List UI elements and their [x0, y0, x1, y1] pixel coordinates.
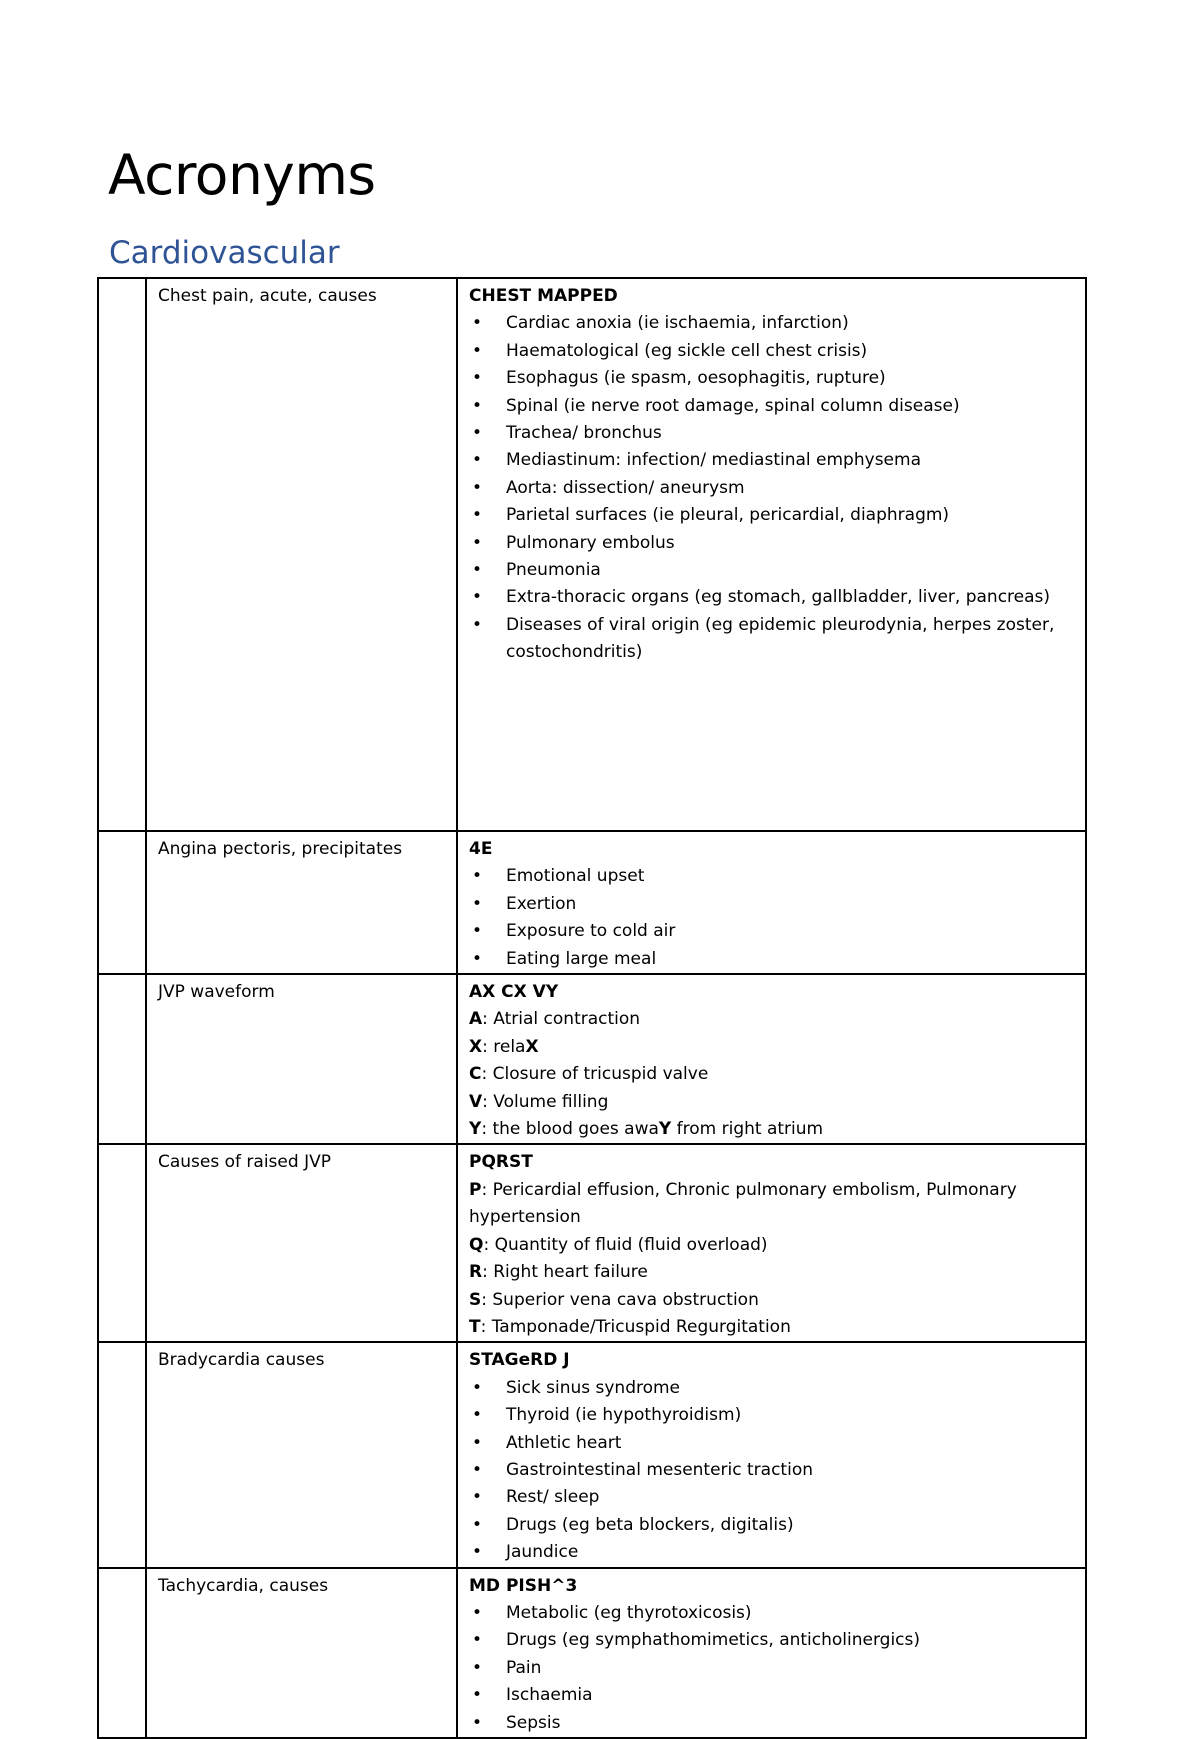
row-number-cell [98, 278, 146, 831]
bullet-text: Haematological (eg sickle cell chest crisis) [506, 340, 868, 361]
topic-cell: JVP waveform [146, 974, 457, 1144]
list-item [469, 1375, 1075, 1402]
bullet-text: Pulmonary embolus [506, 532, 675, 553]
mnemonic-letter: V [469, 1091, 483, 1112]
mnemonic-line-text: : Superior vena cava obstruction [481, 1289, 759, 1310]
mnemonic-line-text: : Volume filling [482, 1091, 609, 1112]
bullet-text: Cardiac anoxia (ie ischaemia, infarction) [506, 313, 849, 334]
mnemonic-letter: S [469, 1289, 482, 1310]
list-item [469, 530, 1075, 557]
bullet-icon: • [472, 423, 483, 444]
bullet-text: Sepsis [506, 1712, 561, 1733]
mnemonic-cell [457, 1144, 1086, 1342]
mnemonic-cell [457, 1342, 1086, 1567]
bullet-text: Parietal surfaces (ie pleural, pericardial, diaphragm) [506, 505, 950, 526]
mnemonic-line-text: : Quantity of fluid (fluid overload) [483, 1234, 768, 1255]
row-number-cell [98, 1342, 146, 1567]
mnemonic-line [469, 1006, 1075, 1033]
row-number-cell [98, 1568, 146, 1738]
bullet-text: Aorta: dissection/ aneurysm [506, 477, 745, 498]
mnemonic-letter: C [469, 1064, 482, 1085]
bullet-text: Sick sinus syndrome [506, 1377, 681, 1398]
list-item [469, 393, 1075, 420]
bullet-icon: • [472, 1542, 483, 1563]
mnemonic-bullet-list [469, 1375, 1075, 1567]
mnemonic-cell [457, 1568, 1086, 1738]
acronym-table-body [98, 278, 1086, 1738]
topic-cell: Angina pectoris, precipitates [146, 831, 457, 974]
mnemonic-letter: R [469, 1262, 483, 1283]
list-item [469, 612, 1075, 667]
bullet-icon: • [472, 1377, 483, 1398]
mnemonic-title: AX CX VY [469, 982, 559, 1003]
list-item [469, 1402, 1075, 1429]
list-item [469, 1512, 1075, 1539]
mnemonic-title: STAGeRD J [469, 1350, 570, 1371]
bullet-text: Diseases of viral origin (eg epidemic pleurodynia, herpes zoster, costochondritis) [506, 614, 1055, 663]
mnemonic-line [469, 1259, 1075, 1286]
list-item [469, 338, 1075, 365]
list-item [469, 946, 1075, 973]
mnemonic-bullet-list [469, 1600, 1075, 1737]
mnemonic-line-text: : rela [482, 1036, 526, 1057]
list-item [469, 1627, 1075, 1654]
list-item [469, 891, 1075, 918]
bullet-text: Drugs (eg beta blockers, digitalis) [506, 1514, 794, 1535]
mnemonic-line-tail: from right atrium [671, 1119, 824, 1140]
mnemonic-cell [457, 974, 1086, 1144]
list-item [469, 447, 1075, 474]
bullet-text: Extra-thoracic organs (eg stomach, gallbladder, liver, pancreas) [506, 587, 1051, 608]
list-item [469, 1484, 1075, 1511]
mnemonic-line [469, 1089, 1075, 1116]
table-row [98, 1342, 1086, 1567]
bullet-icon: • [472, 1514, 483, 1535]
bullet-text: Exertion [506, 893, 577, 914]
bullet-text: Gastrointestinal mesenteric traction [506, 1459, 813, 1480]
list-item [469, 557, 1075, 584]
mnemonic-letter: P [469, 1179, 482, 1200]
list-item [469, 1430, 1075, 1457]
bullet-icon: • [472, 505, 483, 526]
mnemonic-line [469, 1314, 1075, 1341]
document-title: Acronyms [108, 143, 376, 207]
bullet-icon: • [472, 1712, 483, 1733]
topic-cell: Causes of raised JVP [146, 1144, 457, 1342]
bullet-text: Spinal (ie nerve root damage, spinal column disease) [506, 395, 960, 416]
bullet-icon: • [472, 587, 483, 608]
table-row [98, 1568, 1086, 1738]
row-number-cell [98, 974, 146, 1144]
table-row [98, 1144, 1086, 1342]
mnemonic-letter-highlight: Y [658, 1119, 672, 1140]
list-item [469, 420, 1075, 447]
bullet-icon: • [472, 866, 483, 887]
list-item [469, 1600, 1075, 1627]
list-item [469, 365, 1075, 392]
list-item [469, 584, 1075, 611]
list-item [469, 502, 1075, 529]
mnemonic-line [469, 1232, 1075, 1259]
bullet-icon: • [472, 368, 483, 389]
bullet-text: Eating large meal [506, 948, 657, 969]
mnemonic-line-text: : Atrial contraction [482, 1009, 641, 1030]
bullet-text: Rest/ sleep [506, 1487, 600, 1508]
mnemonic-line [469, 1061, 1075, 1088]
bullet-text: Exposure to cold air [506, 921, 676, 942]
list-item [469, 310, 1075, 337]
bullet-icon: • [472, 1685, 483, 1706]
acronym-table [97, 277, 1087, 1739]
mnemonic-line-text: : Right heart failure [482, 1262, 648, 1283]
mnemonic-letter: Q [469, 1234, 484, 1255]
row-number-cell [98, 831, 146, 974]
list-item [469, 863, 1075, 890]
list-item [469, 475, 1075, 502]
bullet-icon: • [472, 340, 483, 361]
bullet-icon: • [472, 893, 483, 914]
bullet-text: Jaundice [506, 1542, 579, 1563]
mnemonic-line-text: : Pericardial effusion, Chronic pulmonary embolism, Pulmonary hypertension [469, 1179, 1017, 1228]
list-item [469, 1710, 1075, 1737]
list-item [469, 1539, 1075, 1566]
mnemonic-letter: Y [469, 1119, 482, 1140]
topic-cell: Chest pain, acute, causes [146, 278, 457, 831]
bullet-icon: • [472, 921, 483, 942]
bullet-icon: • [472, 395, 483, 416]
mnemonic-line-text: : the blood goes awa [481, 1119, 659, 1140]
mnemonic-cell [457, 831, 1086, 974]
topic-cell: Bradycardia causes [146, 1342, 457, 1567]
list-item [469, 1457, 1075, 1484]
mnemonic-title: 4E [469, 839, 493, 859]
bullet-icon: • [472, 1630, 483, 1651]
mnemonic-line [469, 1177, 1075, 1232]
bullet-icon: • [472, 532, 483, 553]
bullet-icon: • [472, 1405, 483, 1426]
mnemonic-letter: T [469, 1316, 481, 1337]
mnemonic-bullet-list [469, 863, 1075, 973]
bullet-icon: • [472, 477, 483, 498]
mnemonic-line [469, 1287, 1075, 1314]
bullet-text: Pain [506, 1657, 542, 1678]
mnemonic-line-text: : Tamponade/Tricuspid Regurgitation [480, 1316, 791, 1337]
bullet-icon: • [472, 1602, 483, 1623]
mnemonic-title: MD PISH^3 [469, 1575, 578, 1596]
bullet-icon: • [472, 1657, 483, 1678]
bullet-text: Thyroid (ie hypothyroidism) [506, 1405, 742, 1426]
bullet-icon: • [472, 614, 483, 635]
bullet-icon: • [472, 560, 483, 581]
bullet-icon: • [472, 1459, 483, 1480]
list-item [469, 1655, 1075, 1682]
bullet-icon: • [472, 313, 483, 334]
bullet-text: Pneumonia [506, 560, 601, 581]
mnemonic-bullet-list [469, 310, 1075, 666]
table-row [98, 831, 1086, 974]
mnemonic-title: PQRST [469, 1152, 533, 1173]
table-row [98, 278, 1086, 831]
mnemonic-line [469, 1034, 1075, 1061]
topic-cell: Tachycardia, causes [146, 1568, 457, 1738]
bullet-text: Mediastinum: infection/ mediastinal emphysema [506, 450, 921, 471]
table-row [98, 974, 1086, 1144]
bullet-icon: • [472, 1487, 483, 1508]
bullet-text: Emotional upset [506, 866, 645, 887]
bullet-text: Athletic heart [506, 1432, 622, 1453]
bullet-text: Metabolic (eg thyrotoxicosis) [506, 1602, 752, 1623]
list-item [469, 918, 1075, 945]
bullet-text: Drugs (eg symphathomimetics, anticholinergics) [506, 1630, 921, 1651]
bullet-text: Esophagus (ie spasm, oesophagitis, rupture) [506, 368, 886, 389]
row-number-cell [98, 1144, 146, 1342]
mnemonic-letter: A [469, 1009, 483, 1030]
mnemonic-cell [457, 278, 1086, 831]
section-heading-cardiovascular: Cardiovascular [109, 235, 340, 271]
bullet-icon: • [472, 450, 483, 471]
mnemonic-letter-highlight: X [525, 1036, 539, 1057]
mnemonic-title: CHEST MAPPED [469, 286, 618, 306]
bullet-icon: • [472, 1432, 483, 1453]
bullet-icon: • [472, 948, 483, 969]
bullet-text: Ischaemia [506, 1685, 593, 1706]
mnemonic-letter: X [469, 1036, 483, 1057]
list-item [469, 1682, 1075, 1709]
mnemonic-line-text: : Closure of tricuspid valve [481, 1064, 709, 1085]
bullet-text: Trachea/ bronchus [506, 423, 662, 444]
mnemonic-line [469, 1116, 1075, 1143]
